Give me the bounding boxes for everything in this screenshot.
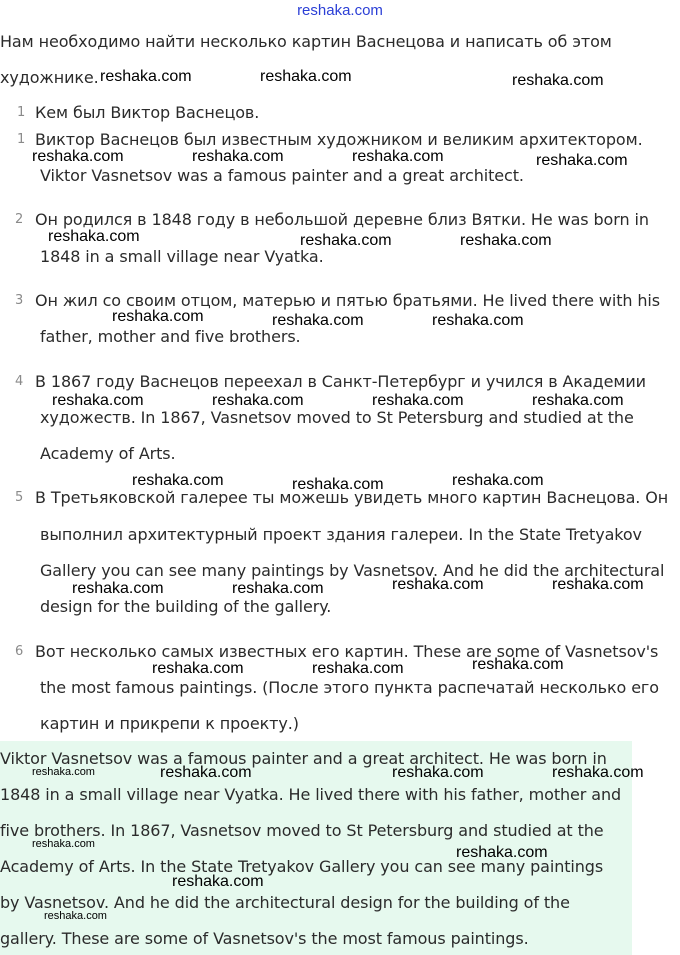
item-text: Он родился в 1848 году в небольшой деревне близ Вятки. He was born in bbox=[35, 210, 649, 229]
watermark: reshaka.com bbox=[172, 873, 264, 890]
watermark: reshaka.com bbox=[52, 392, 144, 409]
watermark: reshaka.com bbox=[372, 392, 464, 409]
watermark: reshaka.com bbox=[112, 308, 204, 325]
answer-line: by Vasnetsov. And he did the architectural design for the building of the bbox=[0, 893, 570, 912]
item-text: Academy of Arts. bbox=[40, 444, 176, 463]
watermark: reshaka.com bbox=[300, 232, 392, 249]
watermark: reshaka.com bbox=[392, 576, 484, 593]
intro-line-2: художнике. bbox=[0, 68, 99, 87]
item-text: Вот несколько самых известных его картин. These are some of Vasnetsov's bbox=[35, 642, 659, 661]
watermark: reshaka.com bbox=[552, 576, 644, 593]
item-text: художеств. In 1867, Vasnetsov moved to St Petersburg and studied at the bbox=[40, 408, 634, 427]
watermark: reshaka.com bbox=[32, 148, 124, 165]
item-number: 6 bbox=[15, 644, 24, 659]
watermark: reshaka.com bbox=[432, 312, 524, 329]
answer-line: five brothers. In 1867, Vasnetsov moved to St Petersburg and studied at the bbox=[0, 821, 604, 840]
intro-line-1: Нам необходимо найти несколько картин Васнецова и написать об этом bbox=[0, 32, 612, 51]
item-text: Он жил со своим отцом, матерью и пятью братьями. He lived there with his bbox=[35, 291, 661, 310]
item-text: the most famous paintings. (После этого пункта распечатай несколько его bbox=[40, 678, 659, 697]
watermark: reshaka.com bbox=[232, 580, 324, 597]
watermark: reshaka.com bbox=[100, 68, 192, 85]
watermark: reshaka.com bbox=[456, 844, 548, 861]
watermark: reshaka.com bbox=[536, 152, 628, 169]
watermark: reshaka.com bbox=[192, 148, 284, 165]
watermark: reshaka.com bbox=[452, 472, 544, 489]
item-text: В 1867 году Васнецов переехал в Санкт-Петербург и учился в Академии bbox=[35, 372, 646, 391]
item-number: 3 bbox=[15, 293, 24, 308]
answer-line: Viktor Vasnetsov was a famous painter and a great architect. He was born in bbox=[0, 749, 607, 768]
watermark: reshaka.com bbox=[72, 580, 164, 597]
item-number: 4 bbox=[15, 374, 24, 389]
watermark: reshaka.com bbox=[32, 838, 95, 850]
watermark: reshaka.com bbox=[272, 312, 364, 329]
watermark: reshaka.com bbox=[392, 764, 484, 781]
item-text: выполнил архитектурный проект здания галереи. In the State Tretyakov bbox=[40, 525, 642, 544]
item-number: 1 bbox=[17, 132, 26, 147]
item-number: 1 bbox=[17, 105, 26, 120]
item-text: design for the building of the gallery. bbox=[40, 597, 332, 616]
watermark: reshaka.com bbox=[48, 228, 140, 245]
watermark: reshaka.com bbox=[312, 660, 404, 677]
item-text: В Третьяковской галерее ты можешь увидеть много картин Васнецова. Он bbox=[35, 488, 669, 507]
item-text: картин и прикрепи к проекту.) bbox=[40, 714, 299, 733]
item-text: father, mother and five brothers. bbox=[40, 327, 301, 346]
item-number: 5 bbox=[15, 490, 24, 505]
answer-line: 1848 in a small village near Vyatka. He lived there with his father, mother and bbox=[0, 785, 622, 804]
watermark: reshaka.com bbox=[512, 72, 604, 89]
watermark: reshaka.com bbox=[160, 764, 252, 781]
watermark: reshaka.com bbox=[44, 910, 107, 922]
item-text: Кем был Виктор Васнецов. bbox=[35, 103, 260, 122]
item-text: Виктор Васнецов был известным художником и великим архитектором. bbox=[35, 130, 643, 149]
watermark: reshaka.com bbox=[212, 392, 304, 409]
watermark: reshaka.com bbox=[460, 232, 552, 249]
answer-line: Academy of Arts. In the State Tretyakov Gallery you can see many paintings bbox=[0, 857, 604, 876]
watermark: reshaka.com bbox=[532, 392, 624, 409]
watermark: reshaka.com bbox=[32, 766, 95, 778]
item-text: Viktor Vasnetsov was a famous painter and a great architect. bbox=[40, 166, 524, 185]
watermark: reshaka.com bbox=[152, 660, 244, 677]
watermark: reshaka.com bbox=[552, 764, 644, 781]
watermark: reshaka.com bbox=[352, 148, 444, 165]
item-text: 1848 in a small village near Vyatka. bbox=[40, 247, 324, 266]
site-header-link[interactable]: reshaka.com bbox=[297, 2, 383, 19]
watermark: reshaka.com bbox=[132, 472, 224, 489]
item-text: Gallery you can see many paintings by Vasnetsov. And he did the architectural bbox=[40, 561, 665, 580]
watermark: reshaka.com bbox=[292, 476, 384, 493]
watermark: reshaka.com bbox=[260, 68, 352, 85]
watermark: reshaka.com bbox=[472, 656, 564, 673]
item-number: 2 bbox=[15, 212, 24, 227]
answer-line: gallery. These are some of Vasnetsov's the most famous paintings. bbox=[0, 929, 529, 948]
